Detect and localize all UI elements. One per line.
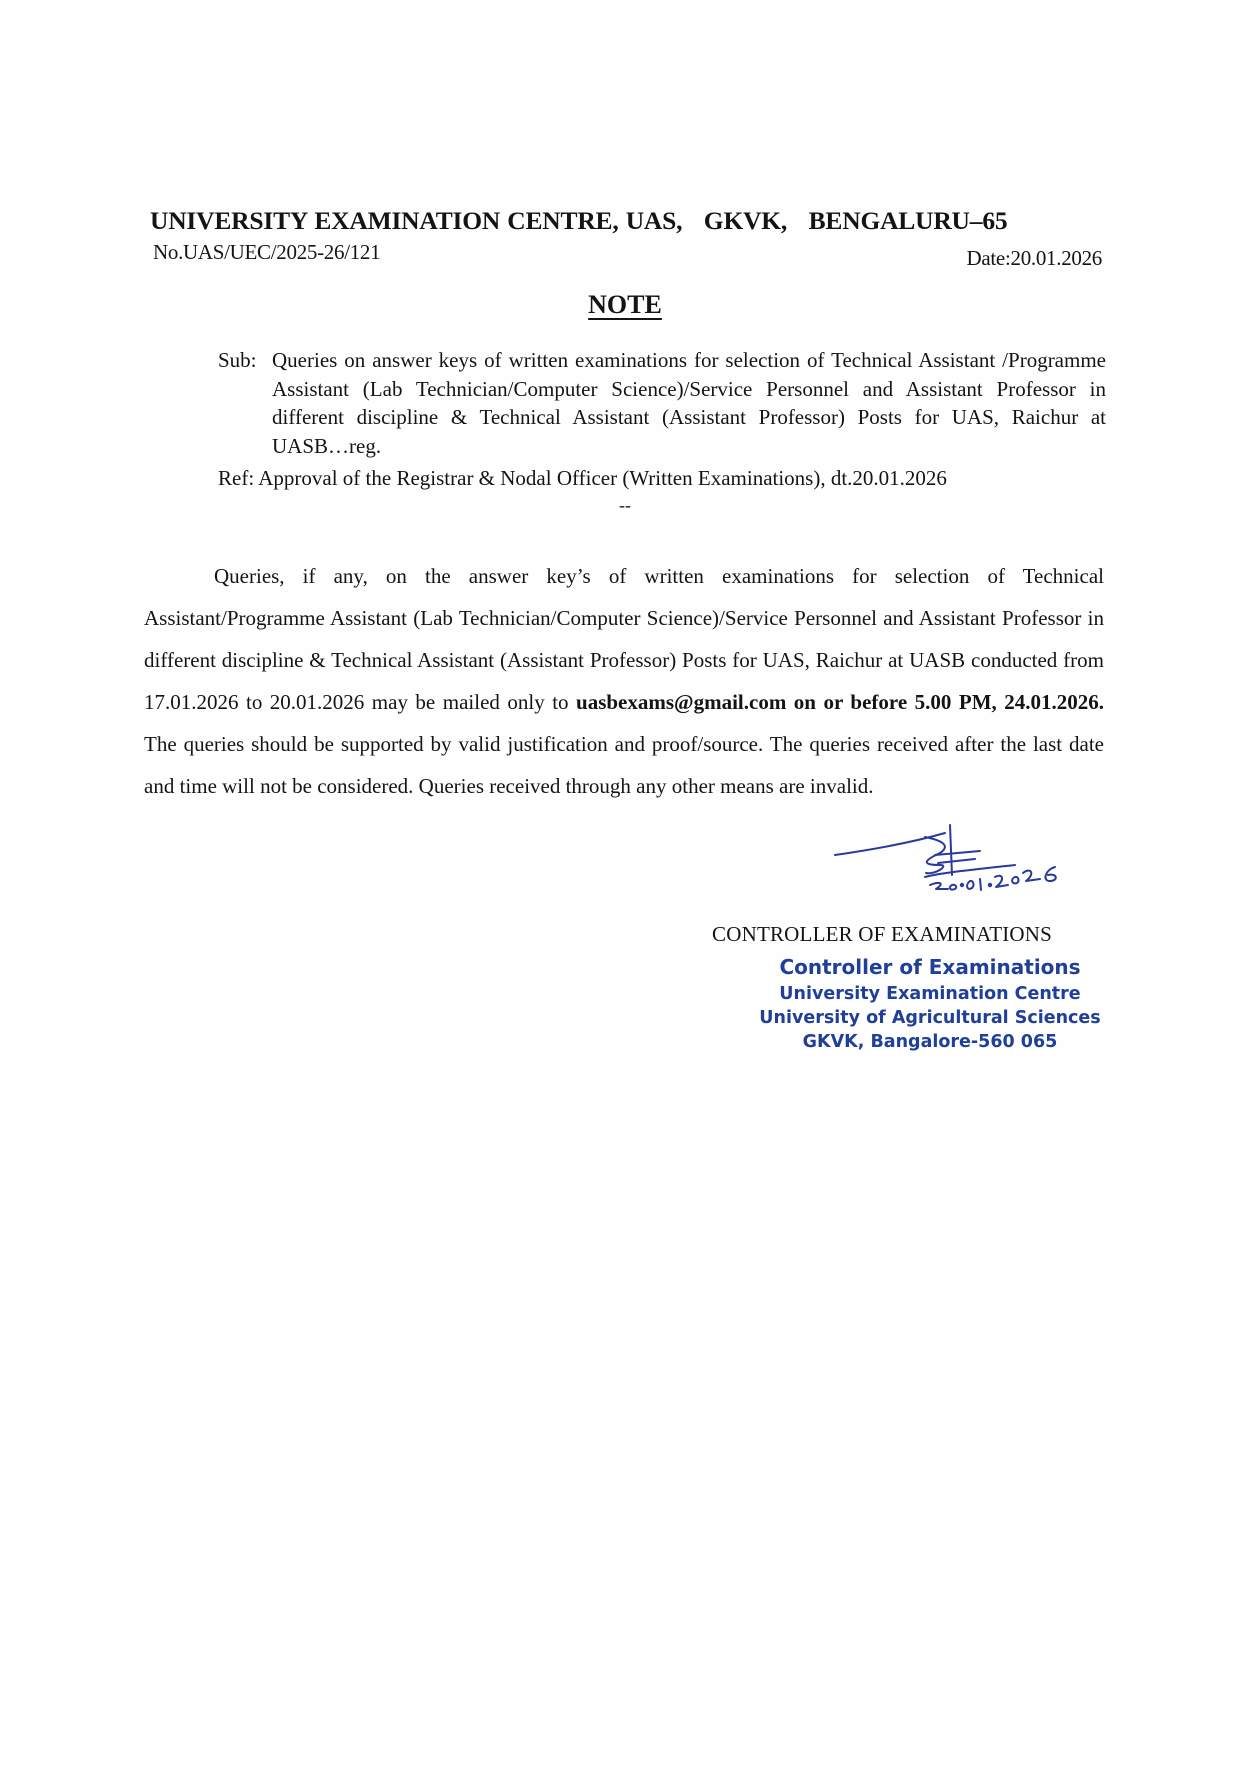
stamp-line-1: Controller of Examinations — [779, 955, 1081, 979]
stamp-line-2: University Examination Centre — [779, 984, 1081, 1004]
official-stamp — [740, 952, 1120, 1054]
document-date: Date:20.01.2026 — [966, 246, 1102, 270]
reference-number: No.UAS/UEC/2025-26/121 — [153, 240, 381, 264]
body-paragraph — [144, 555, 1104, 807]
subject-block — [218, 346, 1106, 460]
stamp-line-4: GKVK, Bangalore-560 065 — [802, 1032, 1058, 1052]
subject-text: Queries on answer keys of written examinations for selection of Technical Assistant /Programme Assistant (Lab Technician/Computer Science)/Service Personnel and Assistant Professor in different discipline & Technical Assistant (Assistant Professor) Posts for UAS, Raichur at UASB…reg. — [272, 348, 1106, 458]
separator: -- — [619, 495, 631, 515]
body-text-part1: Queries, if any, on the answer key’s of written examinations for selection of Technical Assistant/Programme Assistant (Lab Technician/Computer Science)/Service Personnel and Assistant Professor in different discipline & Technical Assistant (Assistant Professor) Posts for UAS, Raichur at UASB conducted from 17.01.2026 to 20.01.2026 may be mailed only to — [144, 564, 1104, 714]
contact-email: uasbexams@gmail.com — [576, 690, 787, 714]
handwritten-signature — [830, 815, 1170, 930]
note-title: NOTE — [588, 290, 662, 319]
signatory-designation: CONTROLLER OF EXAMINATIONS — [712, 922, 1053, 946]
document-header-title: UNIVERSITY EXAMINATION CENTRE, UAS, GKVK, BENGALURU–65 — [150, 206, 1008, 235]
subject-label: Sub: — [218, 348, 257, 372]
signature-icon — [830, 815, 1170, 925]
deadline-text: on or before 5.00 PM, 24.01.2026. — [786, 690, 1105, 714]
body-text-part2: The queries should be supported by valid justification and proof/source. The queries received after the last date and time will not be considered. Queries received through any other means are invalid. — [144, 732, 1104, 798]
stamp-line-3: University of Agricultural Sciences — [759, 1008, 1101, 1028]
reference-line: Ref: Approval of the Registrar & Nodal Officer (Written Examinations), dt.20.01.2026 — [218, 466, 947, 490]
